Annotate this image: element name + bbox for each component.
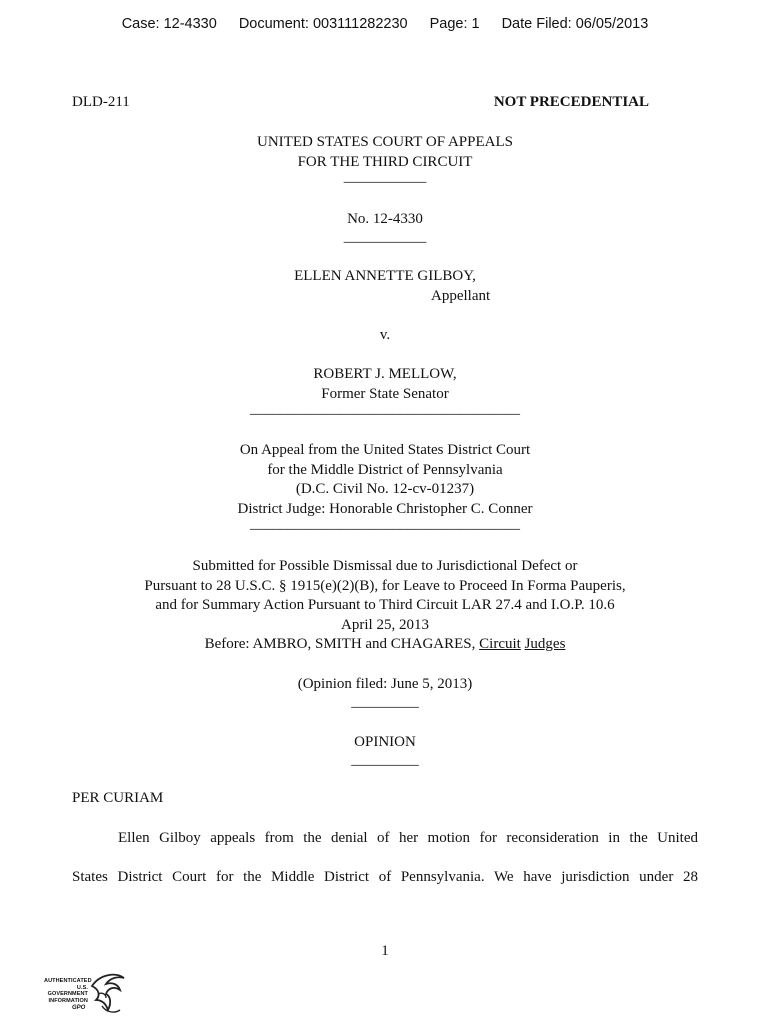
appeal-line1: On Appeal from the United States District Court: [239, 442, 531, 458]
appellant-role: Appellant: [431, 288, 491, 304]
case-number: Case: 12-4330: [121, 16, 217, 32]
submission-line2: Pursuant to 28 U.S.C. § 1915(e)(2)(B), for Leave to Proceed In Forma Pauperis,: [144, 577, 626, 594]
opinion-filed: (Opinion filed: June 5, 2013): [297, 676, 473, 692]
appeal-line4: District Judge: Honorable Christopher C. Conner: [237, 500, 533, 517]
appeal-block: [0, 441, 770, 535]
appeal-line3: (D.C. Civil No. 12-cv-01237): [295, 481, 475, 497]
court-name-line2: FOR THE THIRD CIRCUIT: [297, 153, 473, 170]
divider-rule: ___________: [343, 228, 427, 245]
court-name-line1: UNITED STATES COURT OF APPEALS: [257, 134, 513, 150]
logo-line2: U.S. GOVERNMENT: [47, 984, 88, 997]
circuit-word: Circuit: [479, 636, 521, 652]
appellee-block: [0, 365, 770, 420]
panel-prefix: Before: AMBRO, SMITH and CHAGARES,: [204, 636, 480, 652]
document-number: Document: 003111282230: [238, 16, 408, 32]
versus: v.: [379, 327, 391, 343]
judges-word: Judges: [524, 636, 566, 652]
divider-rule: _________: [351, 693, 419, 710]
per-curiam: PER CURIAM: [72, 790, 164, 806]
appellee-role: Former State Senator: [321, 385, 449, 402]
opinion-filed-block: [0, 675, 770, 712]
submission-date: April 25, 2013: [341, 616, 429, 633]
date-filed: Date Filed: 06/05/2013: [501, 16, 649, 32]
doc-code: DLD-211: [72, 94, 130, 110]
case-no-block: [0, 210, 770, 247]
paragraph-line2: States District Court for the Middle District of Pennsylvania. We have jurisdiction under 28: [72, 869, 698, 885]
court-block: [0, 133, 770, 188]
opinion-title-block: [0, 733, 770, 770]
case-header: [0, 16, 770, 32]
divider-rule: _________: [351, 751, 419, 768]
gpo-authentication-logo: [44, 972, 134, 1018]
submission-line1: Submitted for Possible Dismissal due to Jurisdictional Defect or: [192, 558, 578, 574]
page-number: 1: [381, 943, 389, 959]
submission-block: [0, 557, 770, 655]
opinion-title: OPINION: [354, 734, 416, 750]
logo-line1: AUTHENTICATED: [44, 978, 92, 984]
logo-gpo: GPO: [72, 1005, 86, 1011]
panel-judges: [0, 635, 770, 655]
divider-rule: ____________________________________: [250, 401, 520, 417]
divider-rule: ___________: [343, 169, 427, 185]
paragraph-line1: Ellen Gilboy appeals from the denial of her motion for reconsideration in the United: [118, 830, 698, 846]
precedential-label: NOT PRECEDENTIAL: [493, 94, 649, 110]
docket-number: No. 12-4330: [347, 211, 423, 227]
divider-rule: ____________________________________: [250, 516, 520, 532]
eagle-icon: [84, 972, 130, 1018]
appellee-name: ROBERT J. MELLOW,: [313, 366, 457, 382]
page-indicator: Page: 1: [429, 16, 480, 32]
submission-line3: and for Summary Action Pursuant to Third Circuit LAR 27.4 and I.O.P. 10.6: [155, 597, 615, 613]
logo-text: [44, 978, 92, 1004]
appellant-name: ELLEN ANNETTE GILBOY,: [294, 268, 476, 284]
logo-line3: INFORMATION: [48, 997, 88, 1004]
appeal-line2: for the Middle District of Pennsylvania: [267, 461, 503, 478]
